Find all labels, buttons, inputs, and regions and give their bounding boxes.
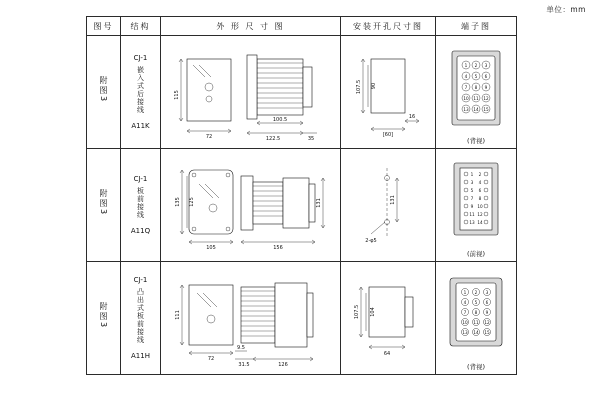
svg-text:1: 1 — [463, 290, 467, 295]
svg-text:13: 13 — [463, 107, 469, 112]
row1-struct-code-top: CJ-1 — [133, 54, 148, 62]
row3-no-label: 附图3 — [99, 302, 108, 330]
row1-structure — [121, 36, 161, 149]
header-terminal: 端子图 — [436, 17, 517, 36]
svg-text:3: 3 — [485, 290, 489, 295]
row3-no — [87, 262, 121, 375]
svg-text:107.5: 107.5 — [354, 304, 360, 320]
svg-text:2-φ5: 2-φ5 — [365, 238, 377, 244]
svg-text:104: 104 — [370, 307, 376, 317]
svg-text:6: 6 — [485, 300, 489, 305]
row3-struct-text: 凸出式板前接线 — [136, 288, 145, 344]
svg-text:125: 125 — [189, 197, 195, 207]
svg-text:1: 1 — [470, 172, 474, 177]
svg-text:3: 3 — [484, 63, 488, 68]
svg-text:13: 13 — [462, 330, 468, 335]
row2-no — [87, 149, 121, 262]
svg-text:2: 2 — [478, 172, 482, 177]
unit-note: 单位：mm — [546, 5, 586, 14]
svg-text:156: 156 — [273, 245, 283, 251]
svg-text:9: 9 — [484, 85, 488, 90]
row3-terminal-drawing — [436, 262, 517, 375]
row2-shape-drawing — [161, 149, 341, 262]
svg-text:3: 3 — [470, 180, 474, 185]
svg-text:5: 5 — [474, 300, 478, 305]
svg-text:2: 2 — [474, 63, 478, 68]
svg-text:11: 11 — [473, 96, 479, 101]
svg-text:135: 135 — [175, 197, 181, 207]
row1-no — [87, 36, 121, 149]
svg-text:100.5: 100.5 — [272, 117, 288, 123]
svg-text:5: 5 — [474, 74, 478, 79]
row2-terminal-drawing — [436, 149, 517, 262]
row3-terminal-caption: (背视) — [466, 363, 486, 371]
svg-text:13: 13 — [469, 220, 475, 225]
svg-text:35: 35 — [307, 136, 315, 142]
table-header-row — [87, 17, 517, 36]
svg-text:6: 6 — [478, 188, 482, 193]
row2-struct-code-bottom: A11Q — [130, 227, 151, 235]
svg-text:7: 7 — [470, 196, 474, 201]
row2-struct-text: 板前接线 — [136, 187, 145, 219]
svg-text:8: 8 — [478, 196, 482, 201]
header-no: 图号 — [87, 17, 121, 36]
svg-text:12: 12 — [484, 320, 490, 325]
svg-text:14: 14 — [473, 330, 479, 335]
row1-struct-code-bottom: A11K — [131, 122, 150, 130]
row1-hole-drawing — [341, 36, 436, 149]
svg-text:64: 64 — [383, 351, 391, 357]
svg-text:8: 8 — [474, 310, 478, 315]
svg-text:12: 12 — [477, 212, 483, 217]
svg-text:2: 2 — [474, 290, 478, 295]
row3-struct-code-bottom: A11H — [131, 352, 150, 360]
svg-text:9.5: 9.5 — [237, 345, 245, 351]
svg-text:8: 8 — [474, 85, 478, 90]
row2-terminal-caption: (前视) — [466, 250, 486, 258]
row1-struct-text: 嵌入式后接线 — [136, 66, 145, 114]
svg-text:15: 15 — [484, 330, 490, 335]
table-row — [87, 262, 517, 375]
svg-text:111: 111 — [175, 310, 181, 320]
row2-no-label: 附图3 — [99, 189, 108, 217]
row2-hole-drawing — [341, 149, 436, 262]
svg-text:72: 72 — [205, 134, 213, 140]
svg-text:6: 6 — [484, 74, 488, 79]
svg-text:[60]: [60] — [382, 132, 394, 138]
svg-text:14: 14 — [473, 107, 479, 112]
svg-text:107.5: 107.5 — [356, 79, 362, 95]
row1-no-label: 附图3 — [99, 76, 108, 104]
row3-hole-drawing — [341, 262, 436, 375]
svg-text:7: 7 — [463, 310, 467, 315]
spec-table — [86, 16, 517, 375]
svg-text:122.5: 122.5 — [265, 136, 281, 142]
svg-text:10: 10 — [462, 320, 468, 325]
svg-text:115: 115 — [174, 90, 180, 100]
svg-text:4: 4 — [463, 300, 467, 305]
svg-text:90: 90 — [371, 82, 377, 90]
header-structure: 结构 — [121, 17, 161, 36]
header-shape: 外 形 尺 寸 图 — [161, 17, 341, 36]
svg-text:1: 1 — [464, 63, 468, 68]
row1-terminal-caption: (背视) — [466, 137, 486, 145]
svg-text:131: 131 — [390, 195, 396, 205]
table-row — [87, 149, 517, 262]
svg-text:4: 4 — [478, 180, 482, 185]
svg-text:9: 9 — [470, 204, 474, 209]
row2-struct-code-top: CJ-1 — [133, 175, 148, 183]
table-row — [87, 36, 517, 149]
svg-text:10: 10 — [463, 96, 469, 101]
svg-text:131: 131 — [316, 198, 322, 208]
row3-struct-code-top: CJ-1 — [133, 276, 148, 284]
svg-text:10: 10 — [477, 204, 483, 209]
svg-text:11: 11 — [469, 212, 475, 217]
svg-text:7: 7 — [464, 85, 468, 90]
row1-terminal-drawing — [436, 36, 517, 149]
svg-text:4: 4 — [464, 74, 468, 79]
svg-text:9: 9 — [485, 310, 489, 315]
svg-text:16: 16 — [408, 114, 416, 120]
row2-structure — [121, 149, 161, 262]
header-hole: 安装开孔尺寸图 — [341, 17, 436, 36]
svg-text:15: 15 — [483, 107, 489, 112]
svg-text:14: 14 — [477, 220, 483, 225]
svg-text:31.5: 31.5 — [238, 362, 250, 368]
svg-text:12: 12 — [483, 96, 489, 101]
row1-shape-drawing — [161, 36, 341, 149]
svg-text:5: 5 — [470, 188, 474, 193]
row3-shape-drawing — [161, 262, 341, 375]
svg-text:72: 72 — [207, 356, 215, 362]
svg-text:11: 11 — [473, 320, 479, 325]
row3-structure — [121, 262, 161, 375]
svg-text:126: 126 — [278, 362, 288, 368]
svg-text:105: 105 — [206, 245, 216, 251]
